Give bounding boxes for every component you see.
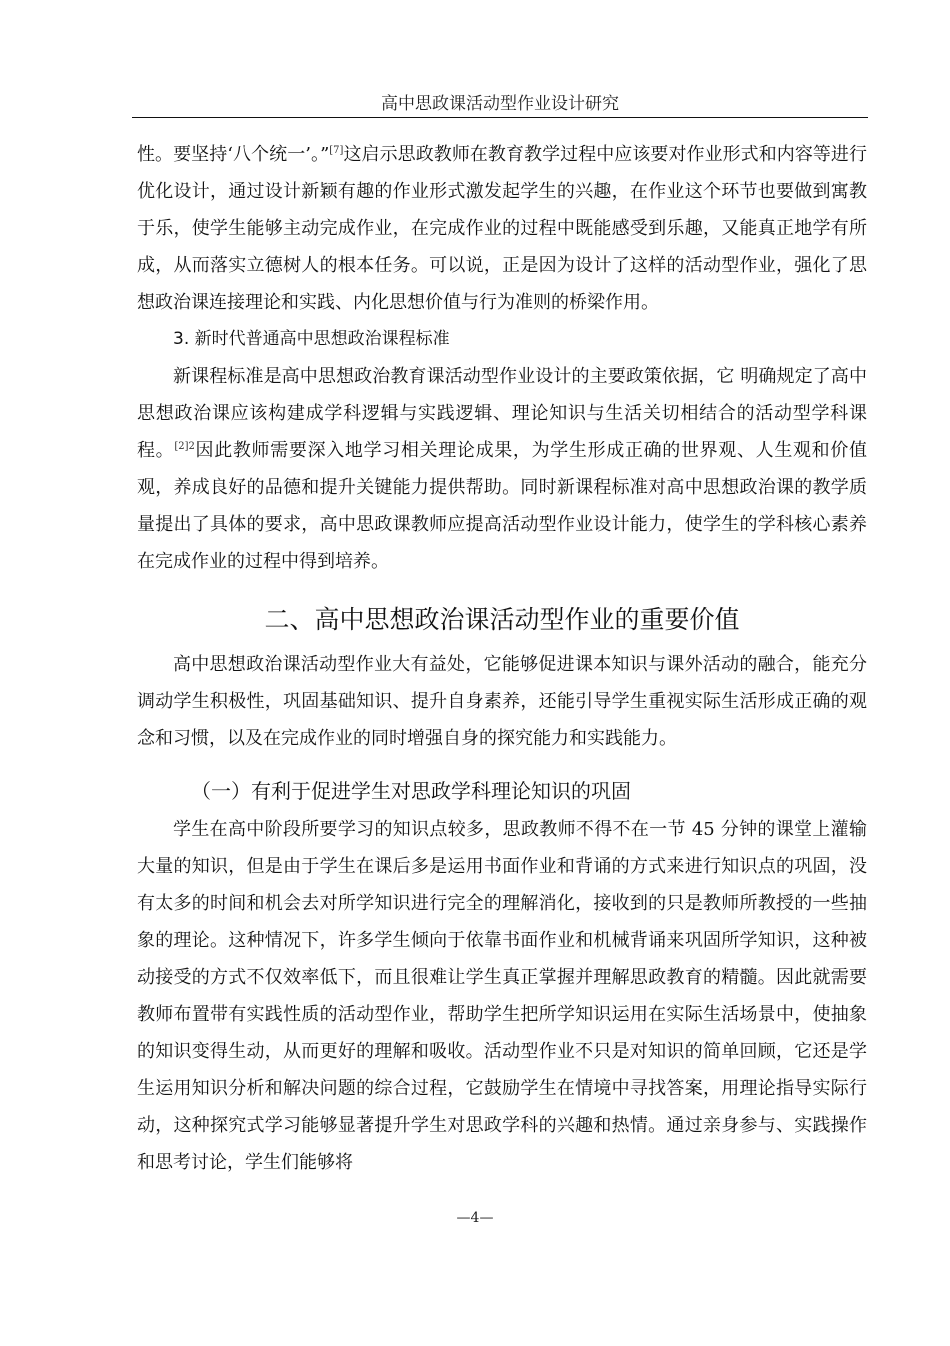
citation-superscript: [7] — [329, 145, 344, 156]
section-title: 二、高中思想政治课活动型作业的重要价值 — [264, 605, 740, 634]
header-rule — [132, 117, 868, 118]
subheading-curriculum-standard: 3. 新时代普通高中思想政治课程标准 — [173, 329, 450, 349]
paragraph-text: 因此教师需要深入地学习相关理论成果，为学生形成正确的世界观、人生观和价值观，养成良好的品德和提升关键能力提供帮助。同时新课程标准对高中思想政治课的教学质量提出了具体的要求，高中思政课教师应提高活动型作业设计能力，使学生的学科核心素养在完成作业的过程中得到培养。 — [137, 440, 867, 572]
paragraph-curriculum-standard — [137, 358, 867, 580]
page-number: —4— — [456, 1210, 494, 1226]
body-text — [137, 136, 867, 1181]
citation-superscript: [2]2 — [174, 441, 195, 452]
paragraph-section-intro: 高中思想政治课活动型作业大有益处，它能够促进课本知识与课外活动的融合，能充分调动学生积极性，巩固基础知识、提升自身素养，还能引导学生重视实际生活形成正确的观念和习惯，以及在完成作业的同时增强自身的探究能力和实践能力。 — [137, 654, 867, 749]
paragraph-text: 新课程标准是高中思想政治教育课活动型作业设计的主要政策依据，它 明确规定了高中思想政治课应该构建成学科逻辑与实践逻辑、理论知识与生活关切相结合的活动型学科课程。 — [137, 366, 867, 461]
paragraph-text: 这启示思政教师在教育教学过程中应该要对作业形式和内容等进行优化设计，通过设计新颖有趣的作业形式激发起学生的兴趣，在作业这个环节也要做到寓教于乐，使学生能够主动完成作业，在完成作业的过程中既能感受到乐趣，又能真正地学有所成，从而落实立德树人的根本任务。可以说，正是因为设计了这样的活动型作业，强化了思想政治课连接理论和实践、内化思想价值与行为准则的桥梁作用。 — [137, 144, 867, 313]
paragraph-text: 性。要坚持‘八个统一’。” — [137, 144, 330, 165]
subsection-title: （一）有利于促进学生对思政学科理论知识的巩固 — [191, 779, 631, 803]
paragraph-knowledge-consolidation: 学生在高中阶段所要学习的知识点较多，思政教师不得不在一节 45 分钟的课堂上灌输大量的知识，但是由于学生在课后多是运用书面作业和背诵的方式来进行知识点的巩固，没有太多的时间和机会去对所学知识进行完全的理解消化，接收到的只是教师所教授的一些抽象的理论。这种情况下，许多学生倾向于依靠书面作业和机械背诵来巩固所学知识，这种被动接受的方式不仅效率低下，而且很难让学生真正掌握并理解思政教育的精髓。因此就需要教师布置带有实践性质的活动型作业，帮助学生把所学知识运用在实际生活场景中，使抽象的知识变得生动，从而更好的理解和吸收。活动型作业不只是对知识的简单回顾，它还是学生运用知识分析和解决问题的综合过程，它鼓励学生在情境中寻找答案，用理论指导实际行动，这种探究式学习能够显著提升学生对思政学科的兴趣和热情。通过亲身参与、实践操作和思考讨论，学生们能够将 — [137, 819, 867, 1173]
paragraph-continuation — [137, 136, 867, 321]
running-header: 高中思政课活动型作业设计研究 — [381, 94, 619, 114]
